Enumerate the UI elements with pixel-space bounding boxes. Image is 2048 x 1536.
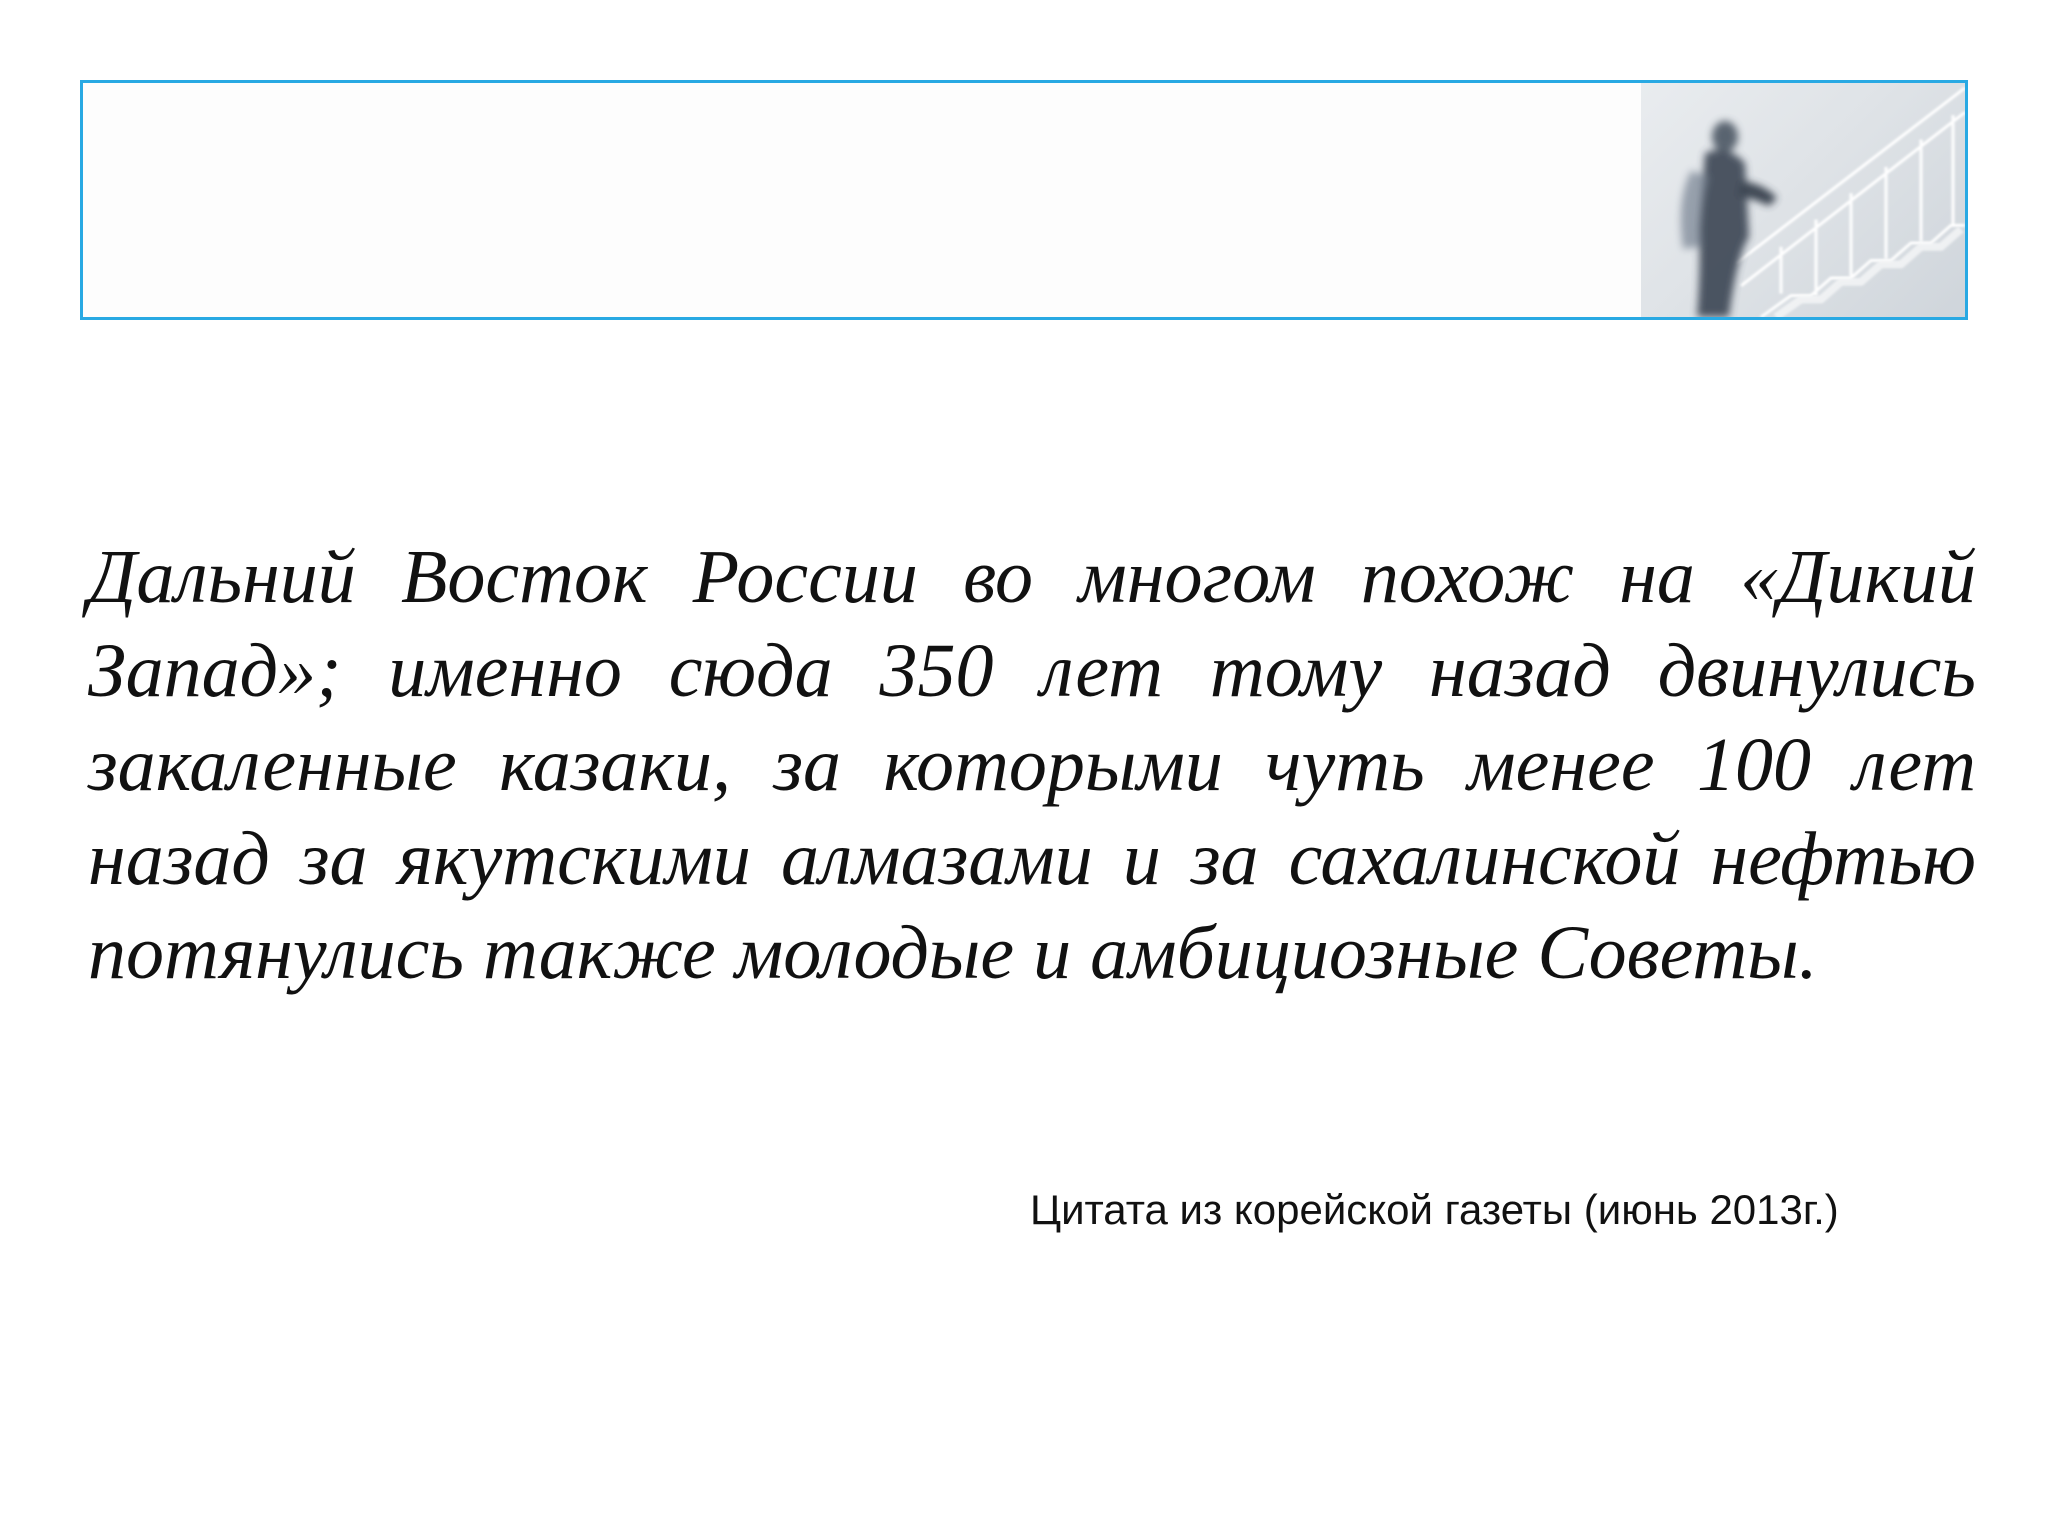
slide-title-box xyxy=(80,80,1968,320)
staircase-photo xyxy=(1641,83,1965,317)
quote-source: Цитата из корейской газеты (июнь 2013г.) xyxy=(1030,1186,1839,1233)
staircase-illustration xyxy=(1641,83,1965,317)
quote-text: Дальний Восток России во многом похож на «Дикий Запад»; именно сюда 350 лет тому назад двинулись закаленные казаки, за которыми чуть менее 100 лет назад за якутскими алмазами и за сахалинской нефтью потянулись также молодые и амбициозные Советы. xyxy=(88,535,1976,995)
